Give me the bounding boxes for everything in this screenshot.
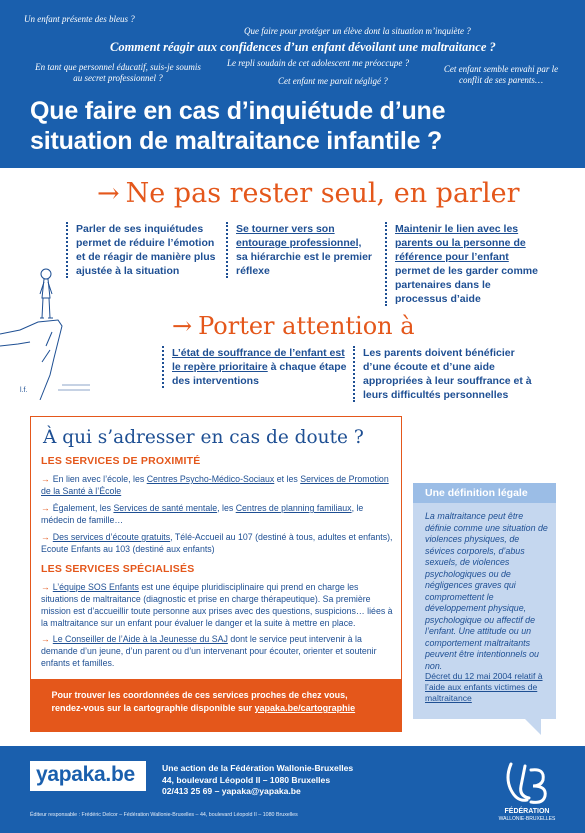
yapaka-logo[interactable]: yapaka.be <box>30 761 146 791</box>
list-item <box>41 581 393 629</box>
question-text: Un enfant présente des bleus ? <box>24 14 135 24</box>
list-item <box>41 633 393 669</box>
fwb-subname: WALLONIE-BRUXELLES <box>498 816 556 822</box>
column-text: à chaque étape des interventions <box>172 361 347 387</box>
item-text: est une équipe pluridisciplinaire qui prend en charge les situations de maltraitance (diagnostic et prise en charge thérapeutique). Sa première mission est d’accueillir toute personne aux prises avec des questions, suspicions… liées à la maltraitance sur un enfant pour évaluer le danger et la suite à mettre en place. <box>41 582 393 628</box>
definition-text: La maltraitance peut être définie comme une situation de violences physiques, de sévices corporels, d’abus sexuels, de violences psychologiques ou de négligences graves qui compromettent le développement physique, psychologique ou affectif de l’enfant. Une attitude ou un comportement maltraitants peuvent être intentionnels ou non. <box>425 511 548 671</box>
person-on-cliff-illustration <box>0 250 90 400</box>
services-box <box>30 416 402 732</box>
question-text: Que faire pour protéger un élève dont la situation m’inquiète ? <box>244 26 471 36</box>
column-text-underlined: Se tourner vers son entourage professionnel, <box>236 223 362 249</box>
column-text-underlined: L’état de souffrance de l’enfant est le repère prioritaire <box>172 347 345 373</box>
page-title <box>30 96 570 156</box>
editeur-responsable: Éditeur responsable : Frédéric Delcor – Fédération Wallonie-Bruxelles – 44, boulevard Léopold II – 1080 Bruxelles <box>30 812 298 818</box>
link-ecoute-gratuits[interactable]: Des services d’écoute gratuits <box>52 532 171 542</box>
arrow-icon: → <box>172 312 193 340</box>
fwb-name: FÉDÉRATION <box>504 808 550 815</box>
column-text: permet de les garder comme partenaires dans le processus d’aide <box>395 265 538 305</box>
question-text: En tant que personnel éducatif, suis-je soumis au secret professionnel ? <box>35 62 201 83</box>
footer-contact <box>162 763 353 798</box>
link-sos-enfants[interactable]: L’équipe SOS Enfants <box>52 582 139 592</box>
subheading-specialises: LES SERVICES SPÉCIALISÉS <box>41 563 195 575</box>
decree-reference[interactable]: Décret du 12 mai 2004 relatif à l’aide aux enfants victimes de maltraitance <box>425 671 543 703</box>
section-heading-ne-pas-rester-seul <box>97 178 519 209</box>
list-item <box>41 473 393 497</box>
item-text: , Télé-Accueil au 107 (destiné à tous, adultes et enfants), Ecoute Enfants au 103 (destiné aux enfants) <box>41 532 393 554</box>
heading-text: Ne pas rester seul, en parler <box>125 178 520 209</box>
column-text: Les parents doivent bénéficier d’une écoute et d’une aide appropriées à leur souffrance et à leurs difficultés personnelles <box>363 347 532 401</box>
link-planning-familial[interactable]: Centres de planning familiaux <box>235 503 352 513</box>
section-heading-porter-attention <box>172 312 415 340</box>
definition-box <box>413 483 556 719</box>
list-item <box>41 502 393 526</box>
heading-text: Porter attention à <box>198 312 415 340</box>
question-text: Le repli soudain de cet adolescent me préoccupe ? <box>227 58 410 68</box>
title-line-2: situation de maltraitance infantile ? <box>30 127 443 155</box>
column-text: sa hiérarchie est le premier réflexe <box>236 251 372 277</box>
arrow-icon: → <box>41 532 50 542</box>
item-text: et les <box>274 474 301 484</box>
column-text: Parler de ses inquiétudes permet de réduire l’émotion et de réagir de manière plus ajustée à la situation <box>76 223 216 277</box>
header-banner <box>0 0 585 168</box>
footer-line: 44, boulevard Léopold II – 1080 Bruxelles <box>162 774 331 785</box>
question-text: Comment réagir aux confidences d’un enfant dévoilant une maltraitance ? <box>110 40 496 54</box>
title-line-1: Que faire en cas d’inquiétude d’une <box>30 97 446 125</box>
question-text: Cet enfant me parait négligé ? <box>278 76 388 86</box>
illustrator-signature: l.f. <box>20 387 28 394</box>
cartography-banner <box>30 679 402 731</box>
footer-line: 02/413 25 69 – yapaka@yapaka.be <box>162 786 301 796</box>
info-column <box>226 222 376 278</box>
link-saj[interactable]: Le Conseiller de l’Aide à la Jeunesse du SAJ <box>52 634 228 644</box>
arrow-icon: → <box>41 503 50 513</box>
link-sante-mentale[interactable]: Services de santé mentale <box>113 503 218 513</box>
question-text: Cet enfant semble envahi par le conflit de ses parents… <box>443 64 559 85</box>
info-column <box>66 222 226 278</box>
info-column <box>162 346 354 388</box>
arrow-icon: → <box>41 474 50 484</box>
banner-text: Pour trouver les coordonnées de ces services proches de chez vous, <box>51 690 348 700</box>
item-text: , les <box>217 503 236 513</box>
speech-bubble-notch <box>525 719 541 735</box>
item-text: Également, les <box>52 503 114 513</box>
footer-line: Une action de la Fédération Wallonie-Bruxelles <box>162 763 354 773</box>
info-column <box>385 222 545 306</box>
item-text: dont le service peut intervenir à la demande d’un jeune, d’un parent ou d’un intervenant pour écouter, orienter et soutenir enfants et familles. <box>41 634 377 668</box>
arrow-icon: → <box>97 178 120 209</box>
item-text: , le médecin de famille… <box>41 503 364 525</box>
item-text: En lien avec l’école, les <box>52 474 147 484</box>
column-text-underlined: Maintenir le lien avec les parents ou la personne de référence pour l’enfant <box>395 223 526 263</box>
subheading-proximite: LES SERVICES DE PROXIMITÉ <box>41 455 201 467</box>
arrow-icon: → <box>41 634 50 644</box>
list-item <box>41 531 393 555</box>
cartography-link[interactable]: yapaka.be/cartographie <box>254 703 356 713</box>
banner-text: rendez-vous sur la cartographie disponible sur <box>51 703 255 713</box>
footer <box>0 746 585 833</box>
box-title: À qui s’adresser en cas de doute ? <box>43 427 364 448</box>
link-cpms[interactable]: Centres Psycho-Médico-Sociaux <box>146 474 275 484</box>
link-pse[interactable]: Services de Promotion de la Santé à l’École <box>41 474 389 496</box>
definition-tab: Une définition légale <box>413 483 556 503</box>
info-column <box>353 346 543 402</box>
arrow-icon: → <box>41 582 50 592</box>
